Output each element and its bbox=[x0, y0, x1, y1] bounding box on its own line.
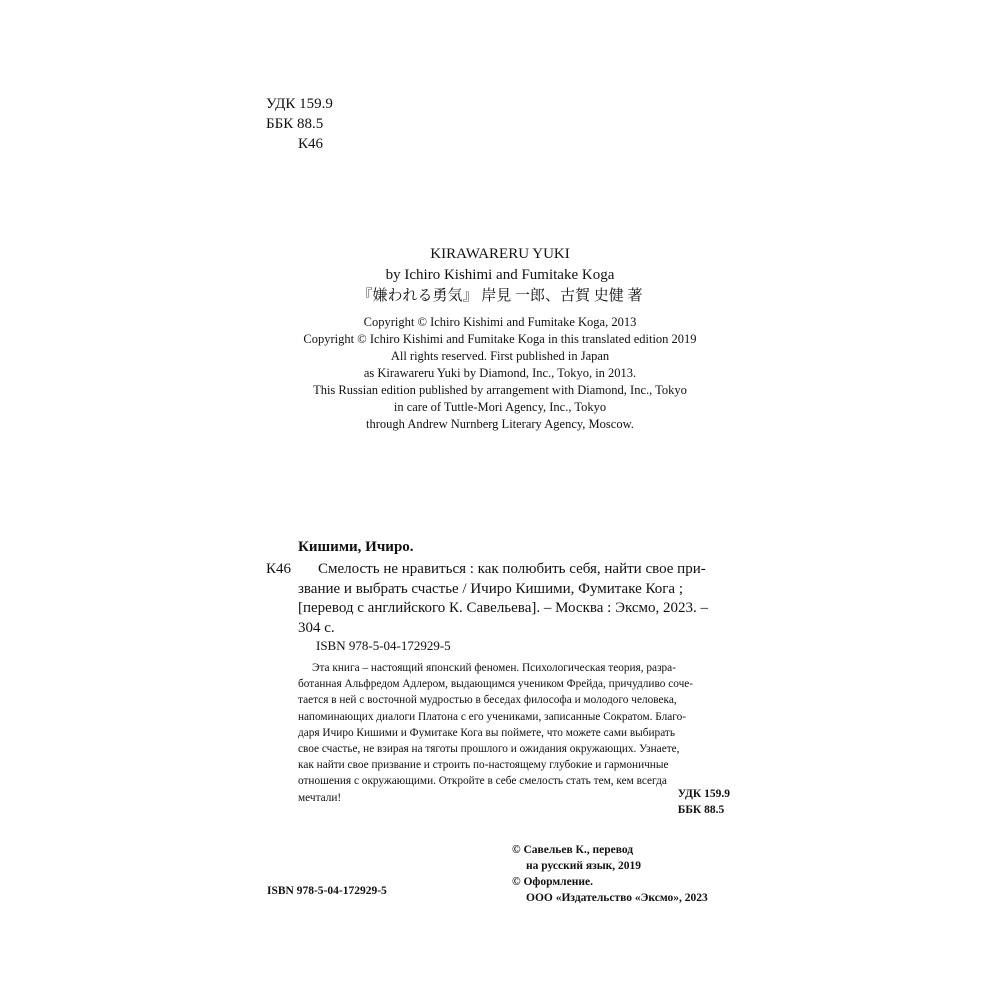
annotation-line: даря Ичиро Кишими и Фумитаке Кога вы поймете, что можете сами выбирать bbox=[298, 726, 676, 739]
copyright-line: through Andrew Nurnberg Literary Agency, Moscow. bbox=[366, 417, 634, 431]
annotation-line: ботанная Альфредом Адлером, выдающимся учеником Фрейда, причудливо соче- bbox=[298, 678, 694, 691]
bottom-isbn: ISBN 978-5-04-172929-5 bbox=[267, 885, 387, 897]
record-side-mark: К46 bbox=[266, 561, 292, 577]
record-line: 304 с. bbox=[298, 619, 335, 636]
right-bbk-code: ББК 88.5 bbox=[677, 804, 725, 816]
original-title: KIRAWARERU YUKI bbox=[430, 246, 570, 262]
credit-design: © Оформление. bbox=[512, 876, 593, 888]
japanese-title-line: 『嫌われる勇気』 岸見 一郎、古賀 史健 著 bbox=[357, 288, 643, 304]
copyright-line: in care of Tuttle-Mori Agency, Inc., Tokyo bbox=[393, 400, 607, 414]
credit-translation: © Савельев К., перевод bbox=[512, 844, 634, 856]
credits-block bbox=[512, 842, 708, 906]
annotation-line: тается в ней с восточной мудростью в беседах философа и молодого человека, bbox=[298, 694, 677, 707]
authors-english: by Ichiro Kishimi and Fumitake Koga bbox=[385, 267, 615, 283]
credit-translation-detail: на русский язык, 2019 bbox=[526, 860, 642, 872]
original-title-block bbox=[0, 244, 1000, 307]
bibliographic-record bbox=[298, 560, 736, 638]
author-mark: К46 bbox=[298, 136, 324, 152]
right-classification-codes bbox=[678, 786, 730, 818]
copyright-block bbox=[0, 314, 1000, 433]
right-udk-code: УДК 159.9 bbox=[677, 788, 730, 800]
annotation-paragraph bbox=[298, 660, 734, 806]
copyright-line: Copyright © Ichiro Kishimi and Fumitake Koga, 2013 bbox=[363, 315, 637, 329]
annotation-line: напоминающих диалоги Платона с его учениками, записанные Сократом. Благо- bbox=[298, 710, 687, 723]
bbk-code: ББК 88.5 bbox=[266, 116, 324, 132]
copyright-line: Copyright © Ichiro Kishimi and Fumitake Koga in this translated edition 2019 bbox=[303, 332, 697, 346]
udk-code: УДК 159.9 bbox=[266, 96, 333, 112]
copyright-line: as Kirawareru Yuki by Diamond, Inc., Tokyo, in 2013. bbox=[363, 366, 637, 380]
record-isbn: ISBN 978-5-04-172929-5 bbox=[316, 638, 451, 653]
record-line: звание и выбрать счастье / Ичиро Кишими, Фумитаке Кога ; bbox=[298, 580, 684, 597]
annotation-line: мечтали! bbox=[298, 791, 342, 804]
credit-publisher: ООО «Издательство «Эксмо», 2023 bbox=[526, 892, 708, 904]
record-author-heading: Кишими, Ичиро. bbox=[298, 539, 414, 555]
annotation-line: как найти свое призвание и строить по-настоящему глубокие и гармоничные bbox=[298, 759, 669, 772]
classification-codes bbox=[266, 94, 333, 154]
annotation-line: отношения с окружающими. Откройте в себе смелость стать тем, кем всегда bbox=[298, 775, 667, 788]
annotation-line: свое счастье, не взирая на тяготы прошлого и ожидания окружающих. Узнаете, bbox=[298, 743, 680, 756]
record-line: Смелость не нравиться : как полюбить себя, найти свое при- bbox=[318, 561, 706, 577]
copyright-line: This Russian edition published by arrangement with Diamond, Inc., Tokyo bbox=[313, 383, 687, 397]
annotation-line: Эта книга – настоящий японский феномен. Психологическая теория, разра- bbox=[312, 662, 676, 674]
record-line: [перевод с английского К. Савельева]. – Москва : Эксмо, 2023. – bbox=[298, 600, 709, 616]
copyright-line: All rights reserved. First published in Japan bbox=[390, 349, 610, 363]
